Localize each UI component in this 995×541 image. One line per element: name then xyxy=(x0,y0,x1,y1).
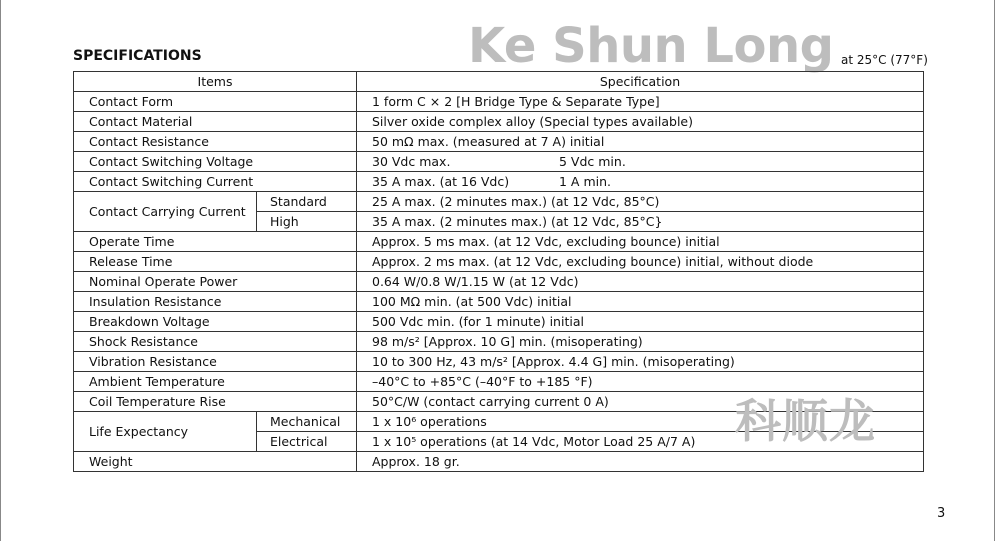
page-title: SPECIFICATIONS xyxy=(73,48,202,64)
header-items: Items xyxy=(74,72,357,92)
row-item: Vibration Resistance xyxy=(74,352,357,372)
row-item: Nominal Operate Power xyxy=(74,272,357,292)
row-spec: 35 A max. (2 minutes max.) (at 12 Vdc, 85°C} xyxy=(357,212,924,232)
row-item: Release Time xyxy=(74,252,357,272)
row-spec: 1 x 10⁶ operations xyxy=(357,412,924,432)
row-item: Contact Form xyxy=(74,92,357,112)
row-spec xyxy=(357,232,924,252)
spec-value: –40°C to +85°C (–40°F to +185 °F) xyxy=(372,373,593,389)
table-row xyxy=(74,232,924,252)
table-row xyxy=(74,192,924,212)
row-spec xyxy=(357,332,924,352)
header-specification: Specification xyxy=(357,72,924,92)
row-item: Ambient Temperature xyxy=(74,372,357,392)
spec-value: Approx. 5 ms max. (at 12 Vdc, excluding bounce) initial xyxy=(372,233,720,249)
table-row xyxy=(74,452,924,472)
test-conditions: at 25°C (77°F) xyxy=(841,53,928,67)
table-row xyxy=(74,292,924,312)
row-item: Shock Resistance xyxy=(74,332,357,352)
row-spec xyxy=(357,172,924,192)
row-subitem: Electrical xyxy=(257,432,357,452)
spec-value: 500 Vdc min. (for 1 minute) initial xyxy=(372,313,584,329)
table-row xyxy=(74,172,924,192)
spec-value: 30 Vdc max. xyxy=(372,153,451,169)
table-row xyxy=(74,272,924,292)
spec-value: 10 to 300 Hz, 43 m/s² [Approx. 4.4 G] min. (misoperating) xyxy=(372,353,735,369)
row-spec xyxy=(357,312,924,332)
spec-value: 50°C/W (contact carrying current 0 A) xyxy=(372,393,609,409)
table-header-row xyxy=(74,72,924,92)
watermark-english: Ke Shun Long xyxy=(468,18,834,74)
row-subitem: Mechanical xyxy=(257,412,357,432)
row-item: Contact Resistance xyxy=(74,132,357,152)
spec-value-min: 1 A min. xyxy=(559,173,611,189)
table-row xyxy=(74,312,924,332)
table-row xyxy=(74,132,924,152)
spec-value: 35 A max. (at 16 Vdc) xyxy=(372,173,510,189)
row-spec xyxy=(357,92,924,112)
table-row xyxy=(74,332,924,352)
row-spec xyxy=(357,132,924,152)
spec-value: Silver oxide complex alloy (Special types available) xyxy=(372,113,693,129)
spec-value: 0.64 W/0.8 W/1.15 W (at 12 Vdc) xyxy=(372,273,579,289)
row-subitem: Standard xyxy=(257,192,357,212)
row-spec xyxy=(357,352,924,372)
spec-value: 1 form C × 2 [H Bridge Type & Separate Type] xyxy=(372,93,660,109)
row-item: Contact Switching Current xyxy=(74,172,357,192)
row-item: Breakdown Voltage xyxy=(74,312,357,332)
table-row xyxy=(74,92,924,112)
row-spec: 25 A max. (2 minutes max.) (at 12 Vdc, 85°C) xyxy=(357,192,924,212)
table-row xyxy=(74,352,924,372)
table-row xyxy=(74,112,924,132)
row-spec xyxy=(357,292,924,312)
row-item: Insulation Resistance xyxy=(74,292,357,312)
row-item: Contact Switching Voltage xyxy=(74,152,357,172)
spec-value: 98 m/s² [Approx. 10 G] min. (misoperating) xyxy=(372,333,643,349)
row-item: Coil Temperature Rise xyxy=(74,392,357,412)
row-spec xyxy=(357,112,924,132)
row-item: Contact Carrying Current xyxy=(74,192,257,232)
spec-value: Approx. 2 ms max. (at 12 Vdc, excluding bounce) initial, without diode xyxy=(372,253,814,269)
row-item: Contact Material xyxy=(74,112,357,132)
watermark-chinese: 科顺龙 xyxy=(735,394,876,448)
spec-value: 50 mΩ max. (measured at 7 A) initial xyxy=(372,133,605,149)
page-number: 3 xyxy=(937,506,946,521)
row-item: Life Expectancy xyxy=(74,412,257,452)
spec-value-min: 5 Vdc min. xyxy=(559,153,626,169)
table-row xyxy=(74,152,924,172)
row-item: Operate Time xyxy=(74,232,357,252)
row-spec xyxy=(357,252,924,272)
row-item: Weight xyxy=(74,452,357,472)
table-row xyxy=(74,252,924,272)
spec-value: Approx. 18 gr. xyxy=(372,453,460,469)
row-spec: 1 x 10⁵ operations (at 14 Vdc, Motor Load 25 A/7 A) xyxy=(357,432,924,452)
row-spec xyxy=(357,452,924,472)
row-spec xyxy=(357,272,924,292)
row-spec xyxy=(357,152,924,172)
spec-value: 100 MΩ min. (at 500 Vdc) initial xyxy=(372,293,572,309)
row-subitem: High xyxy=(257,212,357,232)
